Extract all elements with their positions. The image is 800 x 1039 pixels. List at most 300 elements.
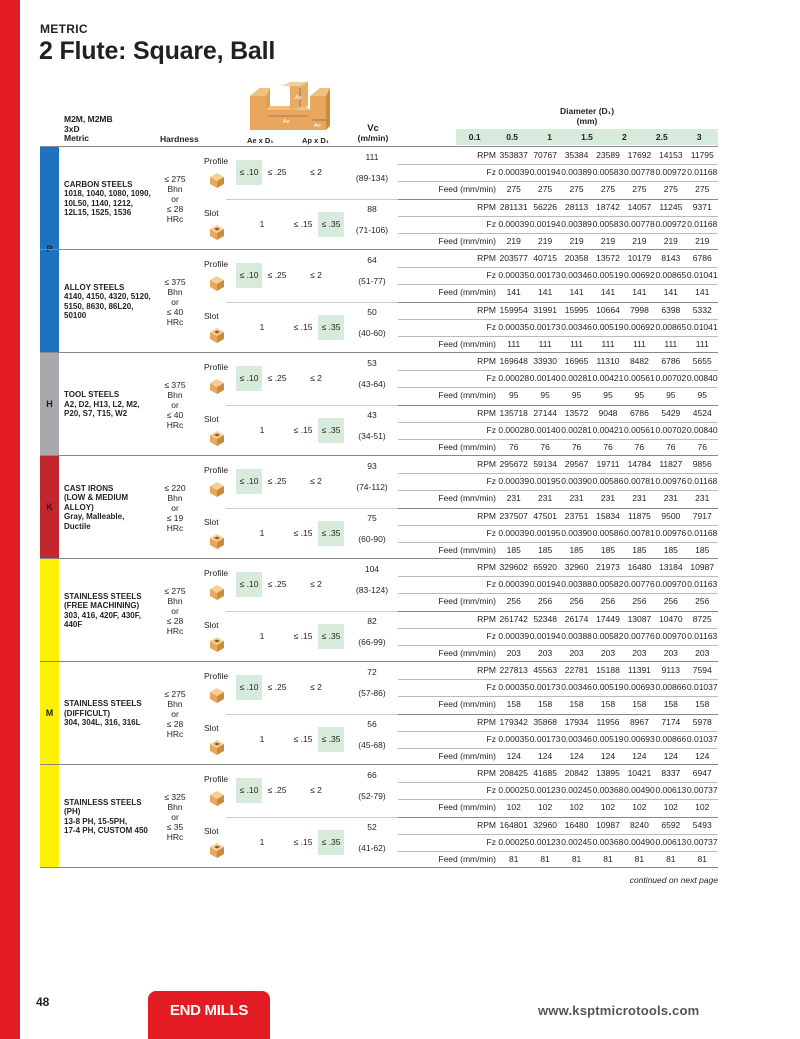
fz-label: Fz bbox=[486, 167, 496, 177]
fz-value: 0.00972 bbox=[655, 218, 687, 229]
material-name-line: 13-8 PH, 15-5PH, bbox=[64, 816, 128, 826]
rpm-value: 203577 bbox=[499, 253, 528, 263]
material-name-line: TOOL STEELS bbox=[64, 390, 120, 400]
fz-label: Fz bbox=[486, 476, 496, 486]
hardness-line: or bbox=[171, 708, 179, 719]
material-name bbox=[64, 250, 169, 353]
material-name bbox=[64, 147, 169, 250]
fz-value: 0.00195 bbox=[529, 527, 561, 538]
fz-value: 0.01163 bbox=[687, 630, 718, 641]
material-name-line: STAINLESS STEELS bbox=[64, 797, 142, 807]
feed-value: 141 bbox=[600, 287, 616, 297]
feed-value: 231 bbox=[695, 493, 710, 503]
material-name bbox=[64, 662, 169, 765]
rpm-value: 17449 bbox=[596, 613, 620, 624]
ap-value: ≤ 2 bbox=[310, 373, 322, 383]
rpm-row bbox=[398, 456, 718, 473]
rpm-value: 164801 bbox=[499, 819, 528, 830]
profile-label: Profile bbox=[204, 156, 229, 166]
rpm-value: 16480 bbox=[564, 819, 589, 830]
fz-row bbox=[398, 216, 718, 233]
diameter-value: 2.5 bbox=[655, 132, 668, 142]
rpm-value: 295672 bbox=[499, 459, 528, 469]
vc-range: (71-106) bbox=[355, 224, 389, 235]
diameter-value: 1.5 bbox=[581, 132, 593, 142]
material-name-line: (DIFFICULT) bbox=[64, 708, 111, 718]
ae-value: ≤ .10 bbox=[236, 263, 262, 288]
material-block bbox=[40, 559, 718, 662]
fz-value: 0.00039 bbox=[498, 630, 530, 641]
fz-value: 0.01168 bbox=[687, 218, 718, 229]
fz-value: 0.00025 bbox=[498, 785, 530, 795]
slot-label: Slot bbox=[204, 516, 219, 527]
rpm-value: 45563 bbox=[533, 665, 557, 675]
feed-value: 111 bbox=[601, 338, 615, 349]
feed-value: 185 bbox=[632, 544, 647, 555]
rpm-value: 32960 bbox=[564, 562, 589, 572]
feed-value: 76 bbox=[697, 441, 707, 452]
material-block bbox=[40, 456, 718, 559]
ap-value: ≤ .35 bbox=[318, 212, 344, 237]
hardness-line: ≤ 375 Bhn bbox=[164, 379, 186, 400]
rpm-value: 56226 bbox=[533, 201, 557, 212]
rpm-label: RPM bbox=[477, 665, 496, 675]
hardness-value bbox=[158, 353, 192, 456]
rpm-label: RPM bbox=[477, 150, 496, 160]
vc-range: (83-124) bbox=[355, 585, 389, 595]
feed-value: 275 bbox=[600, 184, 616, 194]
feed-value: 158 bbox=[632, 699, 647, 709]
feed-value: 219 bbox=[695, 235, 710, 246]
feed-value: 275 bbox=[632, 184, 647, 194]
material-name-line: 5150, 8630, 86L20, bbox=[64, 301, 134, 311]
feed-value: 185 bbox=[663, 544, 678, 555]
ae-value: ≤ .25 bbox=[267, 270, 287, 280]
feed-value: 231 bbox=[663, 493, 678, 503]
rpm-label: RPM bbox=[477, 459, 496, 469]
rpm-row bbox=[398, 302, 718, 319]
hardness-line: ≤ 220 Bhn bbox=[164, 482, 186, 503]
fig-ae-label: Ae bbox=[283, 119, 290, 125]
rpm-row bbox=[398, 559, 718, 576]
rpm-value: 40715 bbox=[533, 253, 557, 263]
rpm-value: 11956 bbox=[596, 716, 620, 727]
feed-value: 231 bbox=[538, 493, 553, 503]
slot-label: Slot bbox=[204, 207, 219, 218]
fz-row bbox=[398, 422, 718, 439]
material-name-line: Ductile bbox=[64, 521, 91, 531]
vc-range: (89-134) bbox=[355, 173, 389, 183]
rpm-value: 59134 bbox=[533, 459, 557, 469]
fz-value: 0.00866 bbox=[655, 682, 687, 692]
rpm-value: 237507 bbox=[499, 510, 528, 521]
material-name-line: 17-4 PH, CUSTOM 450 bbox=[64, 826, 148, 835]
fz-row bbox=[398, 370, 718, 387]
ap-header: Ap x D₁ bbox=[302, 136, 329, 145]
rpm-label: RPM bbox=[477, 510, 496, 521]
fz-value: 0.00692 bbox=[624, 321, 655, 332]
fz-value: 0.00778 bbox=[624, 167, 655, 177]
fz-row bbox=[398, 834, 718, 851]
rpm-row bbox=[398, 508, 718, 525]
rpm-value: 6947 bbox=[692, 768, 712, 778]
feed-label: Feed (mm/min) bbox=[438, 493, 496, 503]
rpm-value: 14784 bbox=[627, 459, 652, 469]
fz-label: Fz bbox=[486, 733, 496, 744]
fz-value: 0.00028 bbox=[498, 373, 530, 383]
hardness-value bbox=[158, 456, 192, 559]
rpm-value: 6786 bbox=[692, 253, 712, 263]
fz-value: 0.00195 bbox=[529, 476, 561, 486]
rpm-value: 227813 bbox=[499, 665, 528, 675]
slot-label: Slot bbox=[204, 413, 219, 424]
page-title: 2 Flute: Square, Ball bbox=[39, 37, 276, 65]
rpm-value: 9113 bbox=[661, 665, 680, 675]
fz-value: 0.00693 bbox=[624, 733, 655, 744]
section-tab: END MILLS bbox=[148, 991, 270, 1039]
feed-value: 81 bbox=[571, 853, 582, 864]
rpm-value: 52348 bbox=[533, 613, 557, 624]
hardness-line: or bbox=[171, 193, 179, 204]
fz-value: 0.00346 bbox=[561, 321, 592, 332]
fz-value: 0.00613 bbox=[655, 836, 687, 847]
rpm-value: 29567 bbox=[564, 459, 589, 469]
rpm-value: 20358 bbox=[564, 253, 589, 263]
feed-value: 185 bbox=[600, 544, 616, 555]
slot-cut-icon bbox=[208, 635, 226, 653]
fz-label: Fz bbox=[486, 836, 496, 847]
fz-label: Fz bbox=[486, 373, 496, 383]
fz-value: 0.00776 bbox=[624, 630, 655, 641]
op-separator bbox=[226, 302, 398, 303]
fz-value: 0.00421 bbox=[592, 424, 624, 435]
material-name bbox=[64, 456, 169, 559]
rpm-value: 13572 bbox=[564, 407, 589, 418]
fz-value: 0.00390 bbox=[561, 527, 592, 538]
fz-value: 0.00388 bbox=[561, 630, 592, 641]
fz-value: 0.00123 bbox=[529, 836, 561, 847]
rpm-value: 5493 bbox=[692, 819, 712, 830]
diameter-values-row bbox=[456, 129, 718, 145]
material-name-line: CARBON STEELS bbox=[64, 179, 133, 189]
ap-value: ≤ .35 bbox=[318, 727, 344, 752]
feed-value: 124 bbox=[663, 750, 678, 761]
feed-value: 275 bbox=[695, 184, 710, 194]
fz-value: 0.01037 bbox=[686, 733, 718, 744]
rpm-label: RPM bbox=[477, 356, 496, 366]
iso-label: P bbox=[46, 244, 53, 254]
fz-value: 0.00039 bbox=[498, 527, 530, 538]
feed-value: 256 bbox=[632, 596, 647, 606]
fz-value: 0.00025 bbox=[498, 836, 530, 847]
hardness-line: or bbox=[171, 502, 179, 513]
fz-value: 0.00039 bbox=[498, 579, 530, 589]
material-name-line: 303, 416, 420F, 430F, bbox=[64, 610, 141, 620]
vc-value: 111 bbox=[365, 152, 379, 162]
rpm-value: 6592 bbox=[661, 819, 681, 830]
rpm-row bbox=[398, 250, 718, 267]
hardness-line: ≤ 275 Bhn bbox=[164, 173, 186, 194]
feed-value: 124 bbox=[632, 750, 647, 761]
fz-label: Fz bbox=[486, 630, 496, 641]
fz-value: 0.00346 bbox=[561, 682, 592, 692]
ap-value: ≤ 2 bbox=[310, 270, 322, 280]
fz-label: Fz bbox=[486, 785, 496, 795]
rpm-label: RPM bbox=[477, 253, 496, 263]
feed-row bbox=[398, 284, 718, 301]
rpm-value: 21973 bbox=[596, 562, 620, 572]
ae-value: ≤ .10 bbox=[236, 675, 262, 700]
rpm-value: 10664 bbox=[596, 304, 620, 315]
feed-value: 158 bbox=[506, 699, 521, 709]
material-name-line: 440F bbox=[64, 620, 83, 629]
rpm-value: 135718 bbox=[499, 407, 528, 418]
feed-value: 203 bbox=[538, 647, 553, 658]
rpm-value: 281131 bbox=[499, 201, 528, 212]
fz-label: Fz bbox=[486, 218, 496, 229]
feed-value: 203 bbox=[663, 647, 678, 658]
fz-value: 0.00245 bbox=[561, 785, 592, 795]
feed-value: 81 bbox=[540, 853, 550, 864]
vc-range: (52-79) bbox=[358, 791, 386, 801]
rpm-value: 13895 bbox=[596, 768, 620, 778]
material-header-line: M2M, M2MB bbox=[64, 114, 113, 124]
vc-value: 52 bbox=[367, 821, 377, 832]
feed-value: 95 bbox=[603, 390, 613, 400]
diameter-unit: (mm) bbox=[576, 116, 598, 126]
feed-value: 219 bbox=[600, 235, 616, 246]
rpm-label: RPM bbox=[477, 768, 496, 778]
rpm-row bbox=[398, 405, 718, 422]
vc-header-unit: (m/min) bbox=[357, 132, 389, 143]
ae-value: ≤ .10 bbox=[236, 572, 262, 597]
feed-label: Feed (mm/min) bbox=[438, 544, 496, 555]
fz-value: 0.00702 bbox=[655, 424, 687, 435]
slot-cut-icon bbox=[208, 738, 226, 756]
vc-value: 93 bbox=[367, 461, 377, 471]
fz-value: 0.00421 bbox=[592, 373, 624, 383]
feed-value: 141 bbox=[632, 287, 647, 297]
rpm-value: 6398 bbox=[661, 304, 681, 315]
material-name bbox=[64, 559, 169, 662]
rpm-value: 353837 bbox=[499, 150, 528, 160]
rpm-value: 17692 bbox=[627, 150, 652, 160]
page-number: 48 bbox=[36, 995, 50, 1009]
material-name-line: (FREE MACHINING) bbox=[64, 601, 140, 610]
feed-row bbox=[398, 542, 718, 559]
fz-value: 0.00039 bbox=[498, 167, 530, 177]
vc-value: 53 bbox=[367, 358, 377, 368]
feed-value: 111 bbox=[570, 338, 584, 349]
rpm-value: 159954 bbox=[499, 304, 528, 315]
hardness-value bbox=[158, 250, 192, 353]
profile-cut-icon bbox=[208, 789, 226, 807]
fz-row bbox=[398, 319, 718, 336]
diameter-value: 0.5 bbox=[506, 132, 519, 142]
ap-value: ≤ .15 bbox=[293, 630, 313, 641]
fz-value: 0.00245 bbox=[561, 836, 592, 847]
diameter-value: 0.1 bbox=[468, 132, 481, 142]
fz-value: 0.00389 bbox=[561, 167, 592, 177]
ap-value: ≤ .15 bbox=[293, 218, 313, 229]
ae-value: 1 bbox=[259, 836, 265, 847]
rpm-value: 26174 bbox=[564, 613, 589, 624]
feed-value: 185 bbox=[695, 544, 710, 555]
feed-value: 231 bbox=[569, 493, 584, 503]
hardness-line: ≤ 375 Bhn bbox=[164, 276, 186, 297]
fz-value: 0.00039 bbox=[498, 476, 530, 486]
feed-value: 231 bbox=[600, 493, 616, 503]
feed-value: 76 bbox=[603, 441, 613, 452]
feed-value: 275 bbox=[663, 184, 678, 194]
hardness-line: ≤ 19 HRc bbox=[166, 512, 184, 533]
feed-value: 219 bbox=[538, 235, 553, 246]
slot-label: Slot bbox=[204, 310, 219, 321]
rpm-value: 9856 bbox=[692, 459, 712, 469]
fz-value: 0.00281 bbox=[561, 373, 592, 383]
fz-row bbox=[398, 576, 718, 593]
hardness-line: ≤ 275 Bhn bbox=[164, 585, 186, 606]
feed-row bbox=[398, 233, 718, 250]
rpm-value: 7594 bbox=[692, 665, 712, 675]
feed-value: 81 bbox=[697, 853, 707, 864]
feed-value: 102 bbox=[538, 802, 553, 812]
feed-value: 256 bbox=[506, 596, 521, 606]
feed-value: 158 bbox=[538, 699, 553, 709]
iso-label: K bbox=[46, 501, 53, 512]
fz-value: 0.00035 bbox=[498, 682, 530, 692]
rpm-row bbox=[398, 199, 718, 216]
slot-cut-icon bbox=[208, 532, 226, 550]
fz-value: 0.00346 bbox=[561, 270, 592, 280]
fz-value: 0.01041 bbox=[686, 270, 718, 280]
diameter-value: 1 bbox=[547, 132, 552, 142]
feed-value: 203 bbox=[695, 647, 710, 658]
vc-range: (40-60) bbox=[358, 327, 386, 338]
vc-range: (43-64) bbox=[358, 379, 386, 389]
rpm-value: 19711 bbox=[596, 459, 620, 469]
ae-value: ≤ .10 bbox=[236, 366, 262, 391]
feed-label: Feed (mm/min) bbox=[438, 441, 496, 452]
rpm-label: RPM bbox=[477, 562, 496, 572]
feed-value: 76 bbox=[666, 441, 676, 452]
profile-label: Profile bbox=[204, 465, 229, 475]
feed-value: 102 bbox=[632, 802, 647, 812]
iso-label: M bbox=[45, 707, 54, 718]
fz-value: 0.00173 bbox=[529, 321, 561, 332]
fz-value: 0.00390 bbox=[561, 476, 592, 486]
slot-cut-icon bbox=[208, 841, 226, 859]
fz-value: 0.00281 bbox=[561, 424, 592, 435]
vc-value: 64 bbox=[367, 255, 377, 265]
rpm-value: 8337 bbox=[661, 768, 681, 778]
slot-label: Slot bbox=[204, 722, 219, 733]
iso-label: H bbox=[46, 398, 53, 409]
fz-value: 0.00368 bbox=[592, 836, 624, 847]
fz-row bbox=[398, 628, 718, 645]
feed-value: 102 bbox=[506, 802, 521, 812]
vc-range: (60-90) bbox=[358, 533, 386, 544]
feed-row bbox=[398, 336, 718, 353]
feed-value: 124 bbox=[695, 750, 710, 761]
rpm-value: 5429 bbox=[661, 407, 681, 418]
rpm-value: 8967 bbox=[629, 716, 649, 727]
feed-value: 111 bbox=[664, 338, 678, 349]
material-header-line: 3xD bbox=[64, 123, 80, 134]
ap-value: ≤ .35 bbox=[318, 521, 344, 546]
rpm-value: 35868 bbox=[533, 716, 557, 727]
feed-value: 203 bbox=[569, 647, 584, 658]
fz-value: 0.00866 bbox=[655, 733, 687, 744]
feed-value: 124 bbox=[600, 750, 616, 761]
rpm-row bbox=[398, 147, 718, 164]
feed-value: 111 bbox=[632, 338, 646, 349]
fz-value: 0.00519 bbox=[592, 270, 624, 280]
fz-label: Fz bbox=[486, 579, 496, 589]
rpm-value: 23589 bbox=[596, 150, 620, 160]
vc-value: 66 bbox=[367, 770, 377, 780]
profile-label: Profile bbox=[204, 671, 229, 681]
fig-ae-label: Ae bbox=[314, 123, 321, 129]
hardness-value bbox=[158, 559, 192, 662]
material-name-line: ALLOY STEELS bbox=[64, 282, 125, 292]
feed-label: Feed (mm/min) bbox=[438, 802, 496, 812]
fz-value: 0.00035 bbox=[498, 321, 530, 332]
fz-value: 0.00976 bbox=[655, 476, 687, 486]
feed-value: 185 bbox=[569, 544, 584, 555]
rpm-value: 22781 bbox=[564, 665, 589, 675]
feed-value: 256 bbox=[538, 596, 553, 606]
feed-value: 95 bbox=[666, 390, 676, 400]
feed-value: 275 bbox=[506, 184, 521, 194]
rpm-row bbox=[398, 817, 718, 834]
fz-row bbox=[398, 164, 718, 181]
fz-value: 0.00490 bbox=[624, 785, 655, 795]
material-name-line: P20, S7, T15, W2 bbox=[64, 409, 128, 419]
ap-value: ≤ .35 bbox=[318, 624, 344, 649]
profile-cut-icon bbox=[208, 171, 226, 189]
material-name-line: 1018, 1040, 1080, 1090, bbox=[64, 189, 151, 198]
fz-row bbox=[398, 731, 718, 748]
material-name-line: (LOW & MEDIUM bbox=[64, 493, 128, 503]
feed-value: 76 bbox=[634, 441, 645, 452]
slot-cut-icon bbox=[208, 326, 226, 344]
op-separator bbox=[226, 817, 398, 818]
ae-value: ≤ .25 bbox=[267, 476, 287, 486]
profile-cut-icon bbox=[208, 583, 226, 601]
fz-value: 0.00865 bbox=[655, 321, 687, 332]
fz-value: 0.00865 bbox=[655, 270, 687, 280]
fz-value: 0.00173 bbox=[529, 733, 561, 744]
rpm-value: 8482 bbox=[629, 356, 649, 366]
feed-value: 219 bbox=[569, 235, 584, 246]
rpm-value: 28113 bbox=[565, 201, 589, 212]
rpm-value: 7917 bbox=[692, 510, 712, 521]
vc-header-label: Vc bbox=[367, 123, 379, 134]
vc-range: (34-51) bbox=[358, 430, 386, 441]
fz-value: 0.00586 bbox=[592, 527, 624, 538]
fz-value: 0.00976 bbox=[655, 527, 687, 538]
ap-value: ≤ .15 bbox=[293, 733, 313, 744]
material-name-line: 304, 304L, 316, 316L bbox=[64, 718, 141, 728]
ae-value: ≤ .25 bbox=[267, 373, 287, 383]
feed-value: 81 bbox=[603, 853, 613, 864]
profile-label: Profile bbox=[204, 774, 229, 784]
feed-label: Feed (mm/min) bbox=[438, 596, 496, 606]
rpm-value: 13087 bbox=[627, 613, 652, 624]
feed-label: Feed (mm/min) bbox=[438, 853, 496, 864]
feed-label: Feed (mm/min) bbox=[438, 750, 496, 761]
